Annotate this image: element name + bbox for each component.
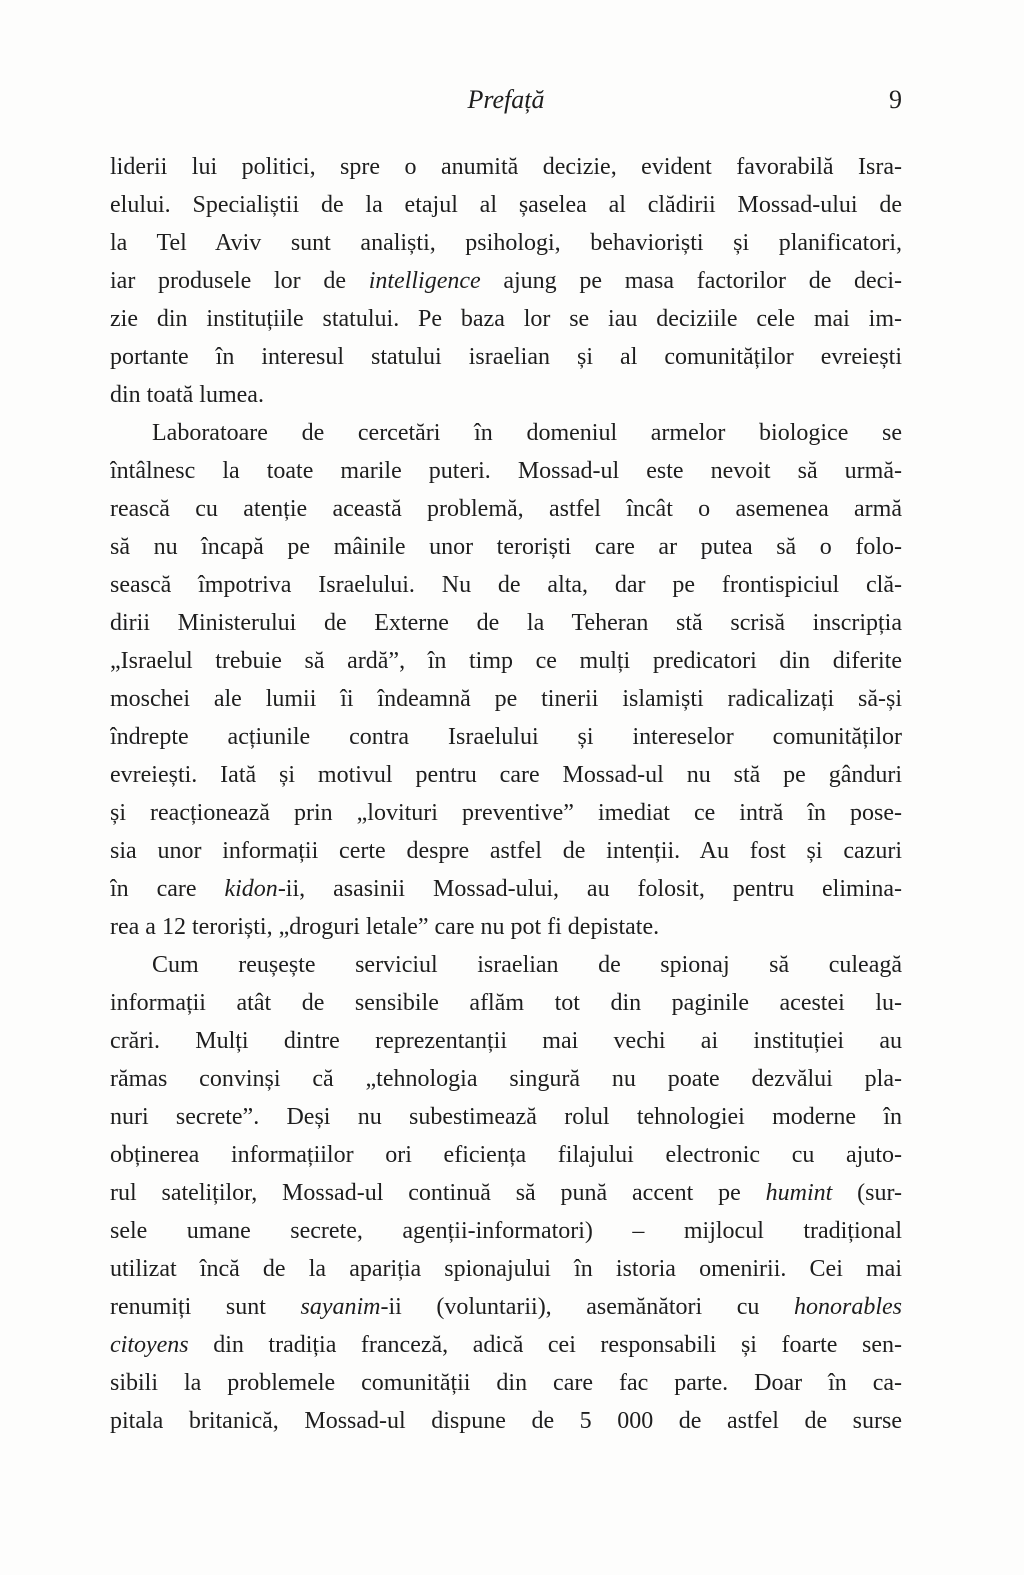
text-line — [110, 984, 902, 1022]
text-line — [110, 338, 902, 376]
text-line — [110, 832, 902, 870]
text-line — [110, 1098, 902, 1136]
text-segment: la Tel Aviv sunt analiști, psihologi, behavioriști și planificatori, — [110, 230, 902, 256]
text-segment: pitala britanică, Mossad-ul dispune de 5 000 de astfel de surse — [110, 1408, 902, 1434]
text-segment: întâlnesc la toate marile puteri. Mossad-ul este nevoit să urmă- — [110, 458, 902, 484]
text-segment: ajung pe masa factorilor de deci- — [480, 268, 902, 294]
text-line — [110, 566, 902, 604]
text-line — [110, 1174, 902, 1212]
text-line — [110, 1288, 902, 1326]
text-segment: îndrepte acțiunile contra Israelului și intereselor comunităților — [110, 724, 902, 750]
text-segment: evreiești. Iată și motivul pentru care Mossad-ul nu stă pe gânduri — [110, 762, 902, 788]
text-line — [110, 1060, 902, 1098]
text-line — [110, 1364, 902, 1402]
text-segment: (sur- — [832, 1180, 902, 1206]
text-segment: rească cu atenție această problemă, astfel încât o asemenea armă — [110, 496, 902, 522]
text-segment: și reacționează prin „lovituri preventive” imediat ce intră în pose- — [110, 800, 902, 826]
paragraph-3 — [110, 946, 902, 1440]
page-number: 9 — [889, 85, 902, 114]
text-line — [110, 1402, 902, 1440]
text-line — [110, 1022, 902, 1060]
text-line — [110, 148, 902, 186]
text-segment: să nu încapă pe mâinile unor teroriști care ar putea să o folo- — [110, 534, 902, 560]
italic-text-segment: honorables — [794, 1294, 902, 1320]
text-line — [110, 946, 902, 984]
text-line — [110, 1136, 902, 1174]
text-segment: rul sateliților, Mossad-ul continuă să pună accent pe — [110, 1180, 766, 1206]
text-segment: din toată lumea. — [110, 382, 264, 408]
text-segment: crări. Mulți dintre reprezentanții mai vechi ai instituției au — [110, 1028, 902, 1054]
text-segment: Laboratoare de cercetări în domeniul armelor biologice se — [152, 420, 902, 446]
text-line — [110, 452, 902, 490]
text-segment: liderii lui politici, spre o anumită decizie, evident favorabilă Isra- — [110, 154, 902, 180]
text-line — [110, 680, 902, 718]
text-line — [110, 1326, 902, 1364]
text-line — [110, 300, 902, 338]
text-segment: informații atât de sensibile aflăm tot din paginile acestei lu- — [110, 990, 902, 1016]
text-segment: dirii Ministerului de Externe de la Teheran stă scrisă inscripția — [110, 610, 902, 636]
text-segment: nuri secrete”. Deși nu subestimează rolul tehnologiei moderne în — [110, 1104, 902, 1130]
text-segment: „Israelul trebuie să ardă”, în timp ce mulți predicatori din diferite — [110, 648, 902, 674]
text-segment: portante în interesul statului israelian și al comunităților evreiești — [110, 344, 902, 370]
text-line — [110, 794, 902, 832]
text-segment: obținerea informațiilor ori eficiența filajului electronic cu ajuto- — [110, 1142, 902, 1168]
italic-text-segment: humint — [765, 1180, 833, 1206]
text-segment: elului. Specialiștii de la etajul al șaselea al clădirii Mossad-ului de — [110, 192, 902, 218]
italic-text-segment: kidon — [224, 876, 278, 902]
text-segment: rea a 12 teroriști, „droguri letale” care nu pot fi depistate. — [110, 914, 660, 940]
text-segment: zie din instituțiile statului. Pe baza lor se iau deciziile cele mai im- — [110, 306, 902, 332]
text-segment: iar produsele lor de — [110, 268, 369, 294]
text-segment: utilizat încă de la apariția spionajului în istoria omenirii. Cei mai — [110, 1256, 902, 1282]
text-segment: sele umane secrete, agenții-informatori) – mijlocul tradițional — [110, 1218, 902, 1244]
text-segment: din tradiția franceză, adică cei responsabili și foarte sen- — [188, 1332, 902, 1358]
text-segment: sibili la problemele comunității din care fac parte. Doar în ca- — [110, 1370, 902, 1396]
text-line — [110, 1250, 902, 1288]
text-segment: sească împotriva Israelului. Nu de alta, dar pe frontispiciul clă- — [110, 572, 902, 598]
text-line — [110, 908, 902, 946]
text-line — [110, 756, 902, 794]
text-line — [110, 490, 902, 528]
italic-text-segment: citoyens — [110, 1332, 189, 1358]
text-segment: -ii, asasinii Mossad-ului, au folosit, pentru elimina- — [277, 876, 902, 902]
text-line — [110, 414, 902, 452]
text-line — [110, 224, 902, 262]
paragraph-2 — [110, 414, 902, 946]
italic-text-segment: intelligence — [368, 268, 481, 294]
text-segment: Cum reușește serviciul israelian de spionaj să culeagă — [152, 952, 902, 978]
body-text — [110, 148, 902, 1440]
paragraph-1 — [110, 148, 902, 414]
text-line — [110, 186, 902, 224]
text-segment: renumiți sunt — [110, 1294, 301, 1320]
text-line — [110, 376, 902, 414]
text-segment: moschei ale lumii îi îndeamnă pe tinerii islamiști radicalizați să-și — [110, 686, 902, 712]
text-line — [110, 1212, 902, 1250]
running-title: Prefață — [467, 85, 545, 114]
text-line — [110, 604, 902, 642]
text-segment: în care — [110, 876, 225, 902]
text-line — [110, 870, 902, 908]
text-line — [110, 262, 902, 300]
text-segment: rămas convinși că „tehnologia singură nu poate dezvălui pla- — [110, 1066, 902, 1092]
text-segment: -ii (voluntarii), asemănători cu — [380, 1294, 795, 1320]
page-header — [110, 82, 902, 118]
italic-text-segment: sayanim — [300, 1294, 381, 1320]
text-line — [110, 642, 902, 680]
text-line — [110, 718, 902, 756]
text-segment: sia unor informații certe despre astfel de intenții. Au fost și cazuri — [110, 838, 902, 864]
text-line — [110, 528, 902, 566]
